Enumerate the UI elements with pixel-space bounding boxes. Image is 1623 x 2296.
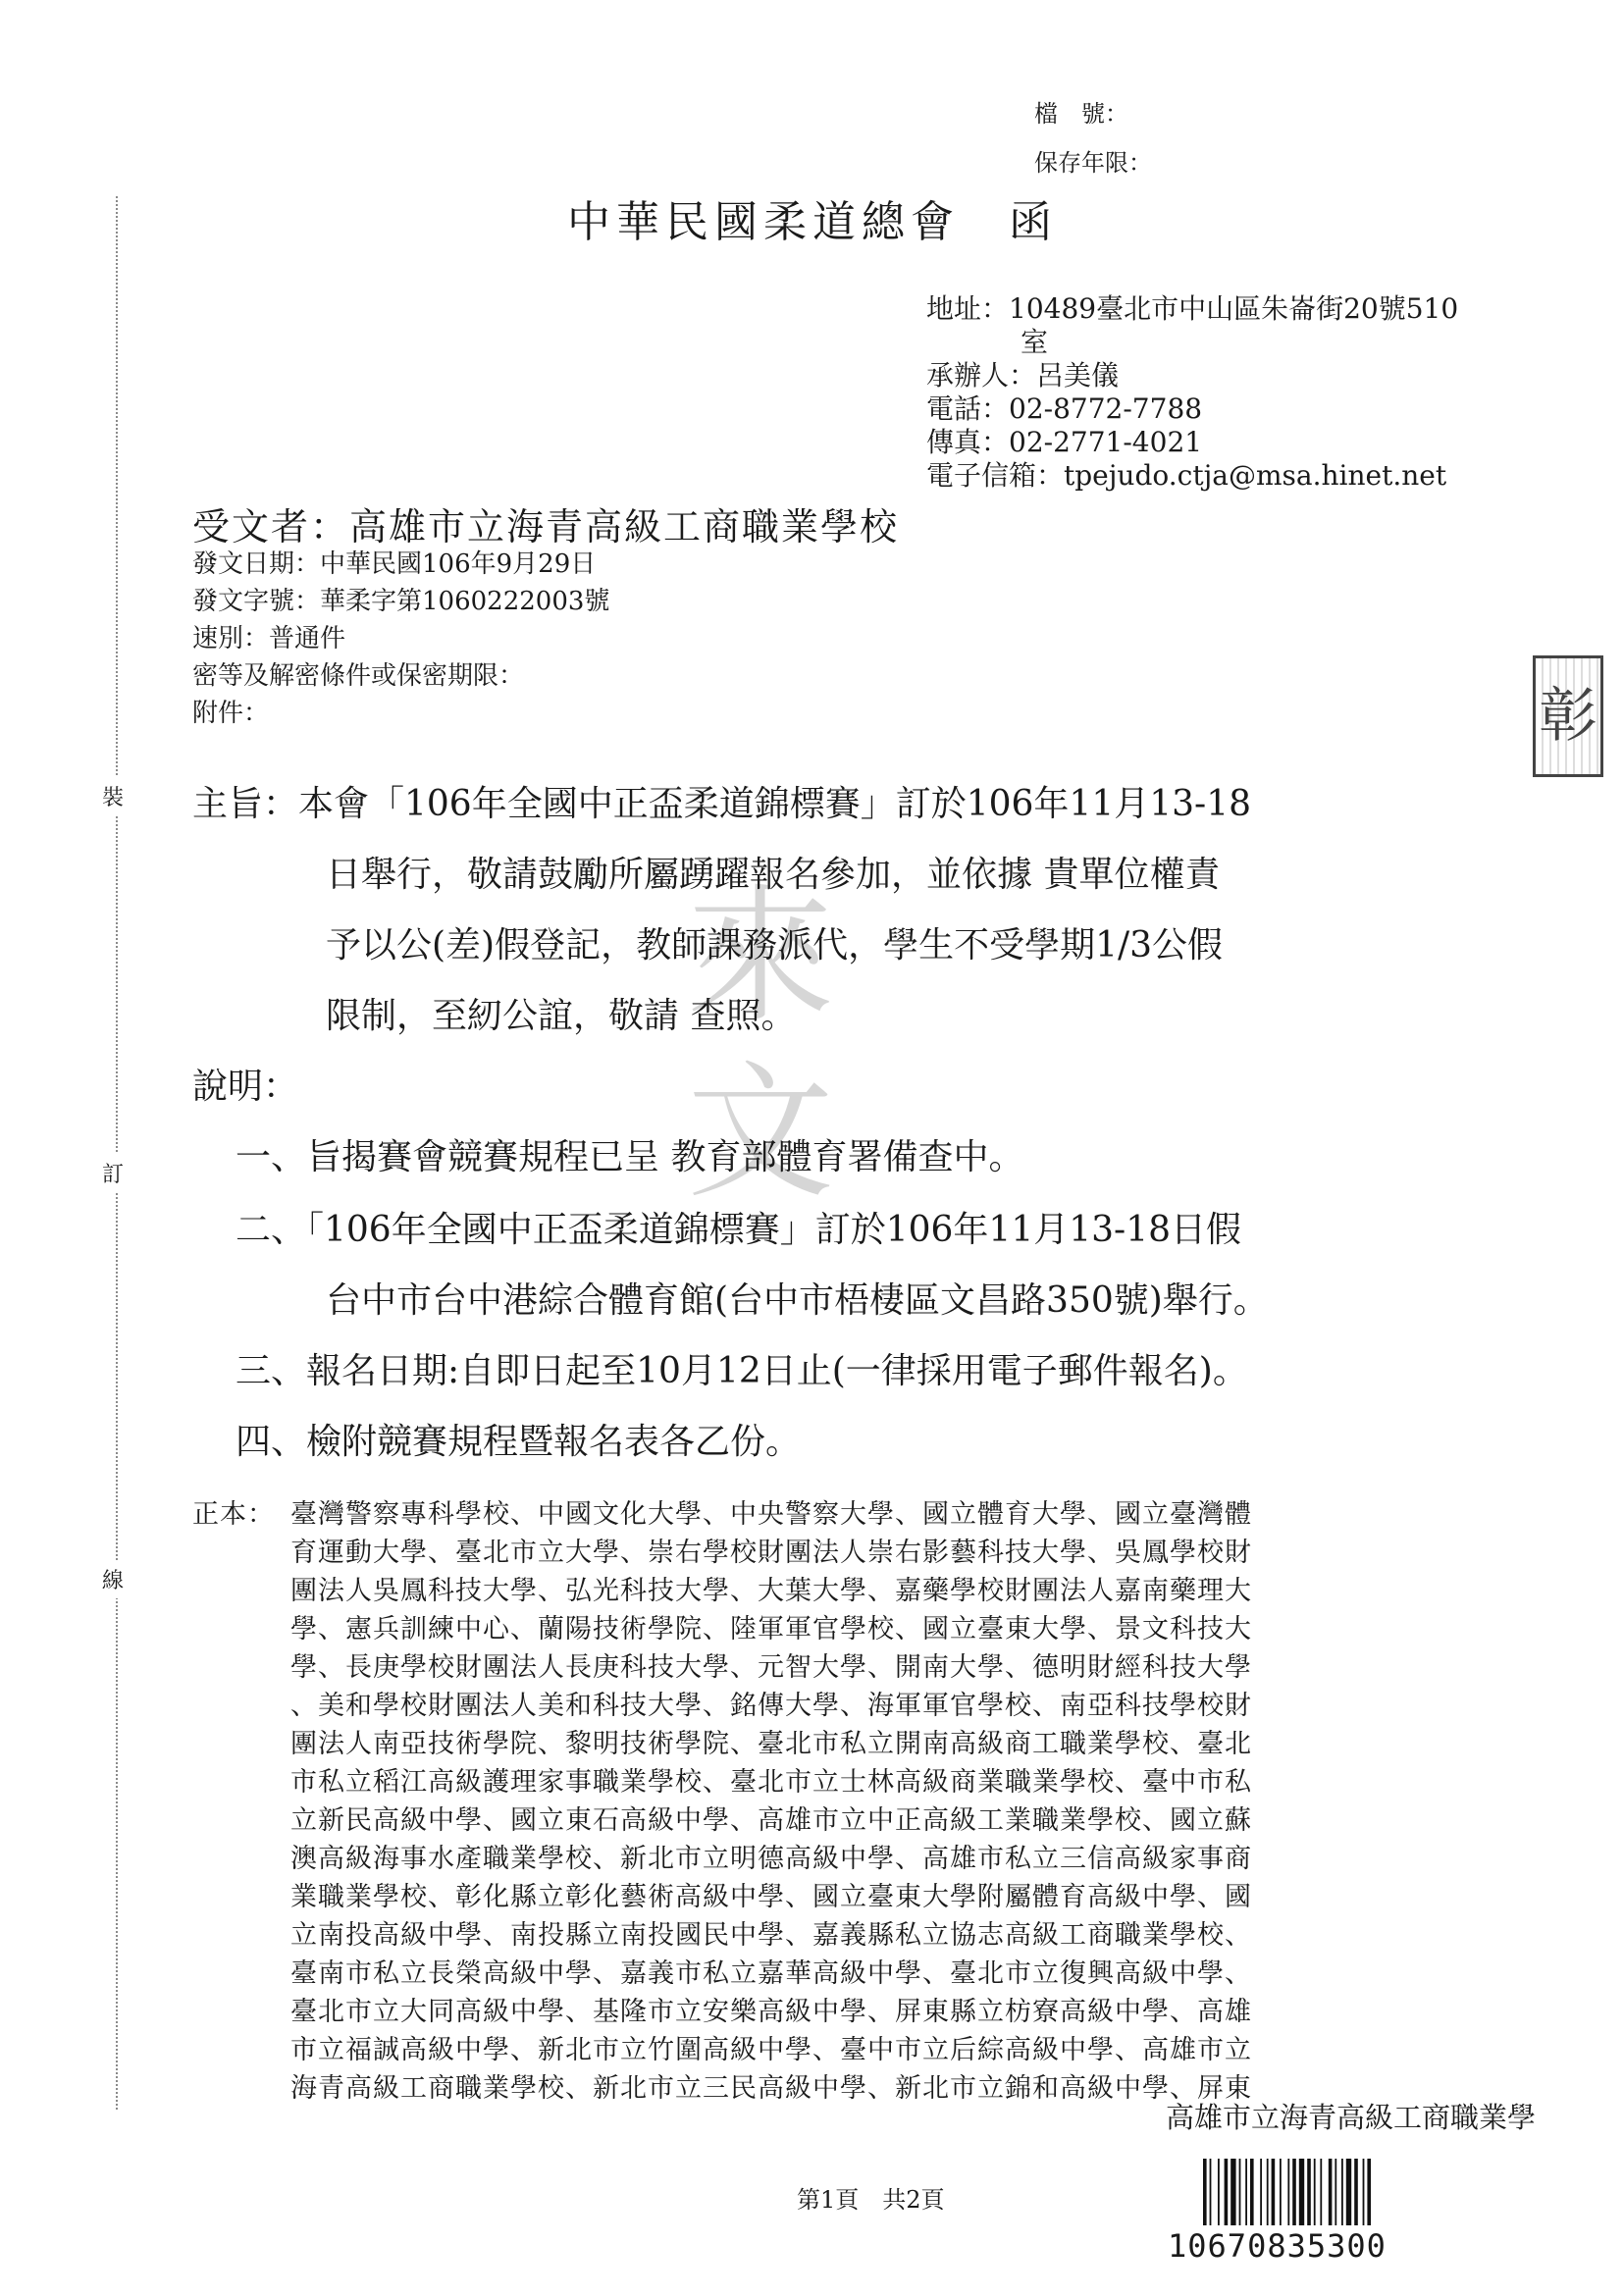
barcode-bar [1230,2159,1235,2225]
contact-address-line1: 地址：10489臺北市中山區朱崙街20號510 [926,292,1459,325]
contact-handler: 承辦人：呂美儀 [926,359,1120,391]
copies-line: 臺灣警察專科學校、中國文化大學、中央警察大學、國立體育大學、國立臺灣體 [290,1499,1252,1530]
side-seal-stamp: 彰 [1533,655,1603,777]
barcode-bar [1367,2159,1371,2225]
barcode-bar [1225,2159,1229,2225]
contact-phone: 電話：02-8772-7788 [926,392,1203,425]
barcode-bar [1314,2159,1316,2225]
barcode-number: 10670835300 [1168,2227,1387,2265]
subject-line-1: 主旨：本會「106年全國中正盃柔道錦標賽」訂於106年11月13-18 [192,784,1252,824]
copies-line: 臺北市立大同高級中學、基隆市立安樂高級中學、屏東縣立枋寮高級中學、高雄 [290,1997,1252,2027]
binding-mark-zhuang: 裝 [102,777,124,815]
barcode-bar [1287,2159,1289,2225]
retention-period: 保存年限： [1034,149,1152,177]
barcode-bar [1260,2159,1262,2225]
barcode-bar [1354,2159,1358,2225]
explanation-heading: 說明： [192,1067,299,1107]
contact-fax: 傳真：02-2771-4021 [926,426,1203,458]
barcode-bar [1250,2159,1254,2225]
barcode [1203,2159,1429,2225]
copies-line: 學、長庚學校財團法人長庚科技大學、元智大學、開南大學、德明財經科技大學 [290,1652,1252,1683]
copies-line: 澳高級海事水產職業學校、新北市立明德高級中學、高雄市私立三信高級家事商 [290,1844,1252,1874]
barcode-bar [1272,2159,1276,2225]
explanation-item-2-line-2: 台中市台中港綜合體育館(台中市梧棲區文昌路350號)舉行。 [326,1280,1269,1321]
binding-mark-xian: 線 [102,1560,124,1598]
attachment: 附件： [192,699,270,728]
barcode-bar [1329,2159,1333,2225]
barcode-bar [1335,2159,1336,2225]
contact-email: 電子信箱：tpejudo.ctja@msa.hinet.net [926,459,1447,492]
barcode-bar [1299,2159,1304,2225]
recipient: 受文者：高雄市立海青高級工商職業學校 [192,505,900,548]
receiver-stamp: 高雄市立海青高級工商職業學 [1166,2101,1537,2134]
barcode-bar [1280,2159,1282,2225]
explanation-item-2-line-1: 二、「106年全國中正盃柔道錦標賽」訂於106年11月13-18日假 [236,1210,1242,1250]
copies-line: 業職業學校、彰化縣立彰化藝術高級中學、國立臺東大學附屬體育高級中學、國 [290,1882,1252,1912]
copies-line: 團法人吳鳳科技大學、弘光科技大學、大葉大學、嘉藥學校財團法人嘉南藥理大 [290,1576,1252,1606]
subject-line-3: 予以公(差)假登記，教師課務派代，學生不受學期1/3公假 [326,925,1224,965]
barcode-bar [1267,2159,1269,2225]
subject-line-4: 限制，至紉公誼，敬請 查照。 [326,996,797,1036]
watermark-char-2: 文 [687,1048,835,1219]
explanation-item-4: 四、檢附競賽規程暨報名表各乙份。 [236,1422,802,1462]
barcode-bar [1292,2159,1296,2225]
reference-number: 發文字號：華柔字第1060222003號 [192,587,610,616]
delivery-speed: 速別：普通件 [192,624,346,653]
barcode-bar [1363,2159,1365,2225]
barcode-bar [1320,2159,1322,2225]
barcode-bar [1346,2159,1351,2225]
copies-line: 臺南市私立長榮高級中學、嘉義市私立嘉華高級中學、臺北市立復興高級中學、 [290,1958,1252,1989]
explanation-item-3: 三、報名日期:自即日起至10月12日止(一律採用電子郵件報名)。 [236,1351,1248,1391]
explanation-item-1: 一、旨揭賽會競賽規程已呈 教育部體育署備查中。 [236,1137,1024,1177]
page-number: 第1頁 共2頁 [797,2186,945,2214]
barcode-bar [1218,2159,1220,2225]
watermark-char-1: 來 [687,871,835,1042]
barcode-bar [1341,2159,1343,2225]
copies-line: 立新民高級中學、國立東石高級中學、高雄市立中正高級工業職業學校、國立蘇 [290,1805,1252,1836]
copies-line: 立南投高級中學、南投縣立南投國民中學、嘉義縣私立協志高級工商職業學校、 [290,1920,1252,1951]
issue-date: 發文日期：中華民國106年9月29日 [192,549,597,579]
copies-line: 海青高級工商職業學校、新北市立三民高級中學、新北市立錦和高級中學、屏東 [290,2073,1252,2104]
copies-line: 團法人南亞技術學院、黎明技術學院、臺北市私立開南高級商工職業學校、臺北 [290,1729,1252,1759]
copies-line: 市私立稻江高級護理家事職業學校、臺北市立士林高級商業職業學校、臺中市私 [290,1767,1252,1798]
subject-line-2: 日舉行，敬請鼓勵所屬踴躍報名參加，並依據 貴單位權責 [326,855,1221,895]
copies-label: 正本： [192,1499,275,1530]
copies-line: 學、憲兵訓練中心、蘭陽技術學院、陸軍軍官學校、國立臺東大學、景文科技大 [290,1614,1252,1644]
copies-line: 、美和學校財團法人美和科技大學、銘傳大學、海軍軍官學校、南亞科技學校財 [290,1691,1252,1721]
barcode-bar [1307,2159,1311,2225]
copies-line: 育運動大學、臺北市立大學、崇右學校財團法人崇右影藝科技大學、吳鳳學校財 [290,1538,1252,1568]
document-title: 中華民國柔道總會 函 [567,197,1058,247]
secrecy-level: 密等及解密條件或保密期限： [192,661,525,691]
binding-mark-ding: 訂 [102,1154,124,1192]
file-number: 檔 號： [1034,100,1128,128]
copies-line: 市立福誠高級中學、新北市立竹圍高級中學、臺中市立后綜高級中學、高雄市立 [290,2035,1252,2065]
contact-address-line2: 室 [1021,326,1049,358]
binding-line [116,196,118,2110]
barcode-bar [1203,2159,1207,2225]
barcode-bar [1239,2159,1241,2225]
barcode-bar [1210,2159,1212,2225]
barcode-bar [1245,2159,1247,2225]
